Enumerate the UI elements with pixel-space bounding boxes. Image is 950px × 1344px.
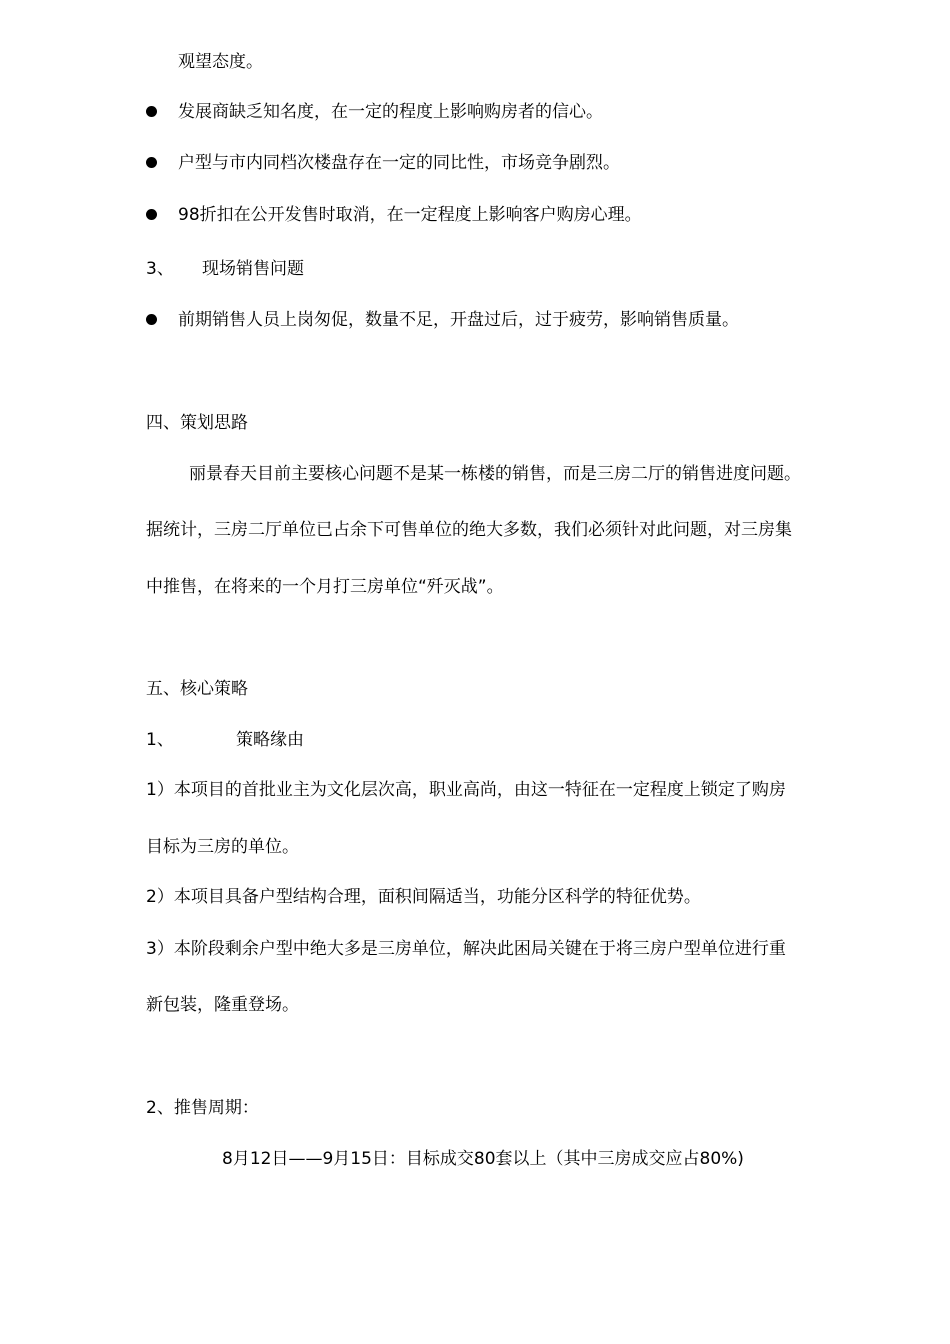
reason-line: 目标为三房的单位。 (146, 837, 299, 857)
subsection-number: 1、 (146, 730, 174, 750)
paragraph-line: 据统计，三房二厅单位已占余下可售单位的绝大多数，我们必须针对此问题，对三房集 (146, 520, 792, 540)
bullet-dot-icon (146, 106, 157, 117)
subsection-title: 现场销售问题 (202, 259, 304, 279)
paragraph-line: 丽景春天目前主要核心问题不是某一栋楼的销售，而是三房二厅的销售进度问题。 (189, 464, 801, 484)
bullet-item: 前期销售人员上岗匆促，数量不足，开盘过后，过于疲劳，影响销售质量。 (178, 310, 739, 330)
subsection-number: 3、 (146, 259, 174, 279)
bullet-dot-icon (146, 157, 157, 168)
subsection-heading: 2、推售周期： (146, 1098, 259, 1118)
section-heading: 五、核心策略 (146, 679, 248, 699)
paragraph-line: 中推售，在将来的一个月打三房单位“歼灭战”。 (146, 577, 504, 597)
bullet-item: 户型与市内同档次楼盘存在一定的同比性，市场竞争剧烈。 (178, 153, 620, 173)
bullet-dot-icon (146, 209, 157, 220)
bullet-item: 98折扣在公开发售时取消，在一定程度上影响客户购房心理。 (178, 205, 642, 225)
reason-line: 1）本项目的首批业主为文化层次高，职业高尚，由这一特征在一定程度上锁定了购房 (146, 780, 786, 800)
section-heading: 四、策划思路 (146, 413, 248, 433)
reason-line: 新包装，隆重登场。 (146, 995, 299, 1015)
bullet-dot-icon (146, 314, 157, 325)
reason-line: 2）本项目具备户型结构合理，面积间隔适当，功能分区科学的特征优势。 (146, 887, 701, 907)
sales-period: 8月12日——9月15日：目标成交80套以上（其中三房成交应占80%) (222, 1149, 744, 1169)
reason-line: 3）本阶段剩余户型中绝大多是三房单位，解决此困局关键在于将三房户型单位进行重 (146, 939, 786, 959)
bullet-item: 发展商缺乏知名度，在一定的程度上影响购房者的信心。 (178, 102, 603, 122)
continuation-text: 观望态度。 (178, 52, 263, 72)
subsection-title: 策略缘由 (236, 730, 304, 750)
